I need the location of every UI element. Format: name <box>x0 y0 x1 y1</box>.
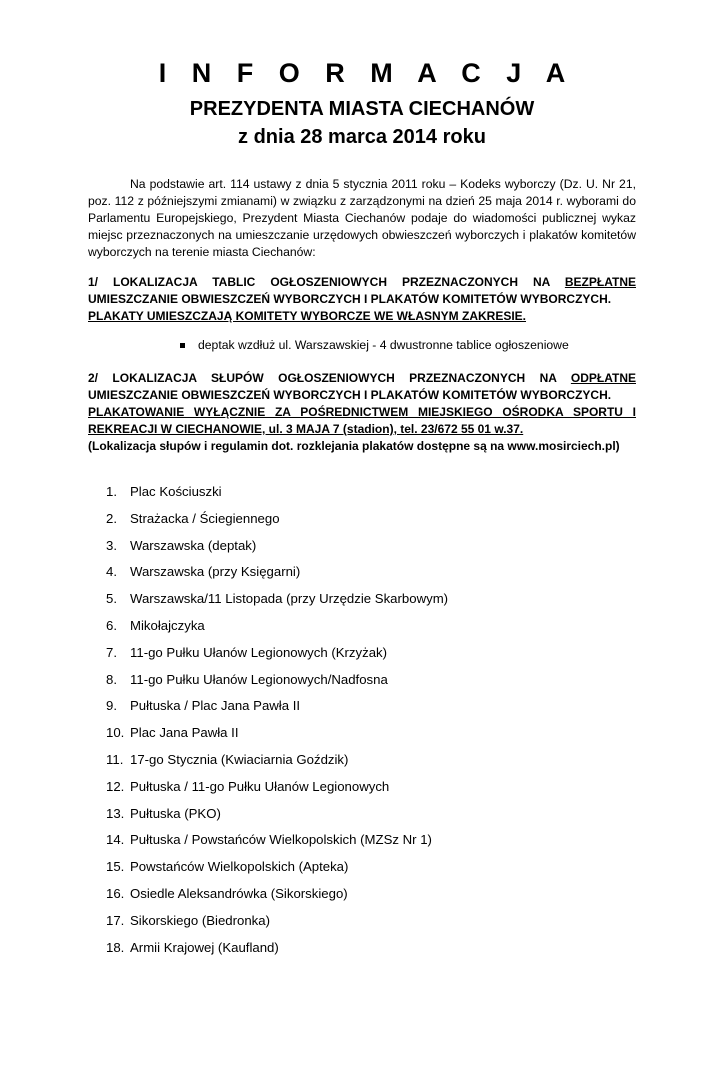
list-item <box>106 479 636 506</box>
list-item-number: 15. <box>106 859 125 875</box>
section-1-note: PLAKATY UMIESZCZAJĄ KOMITETY WYBORCZE WE WŁASNYM ZAKRESIE. <box>88 309 527 323</box>
list-item-number: 16. <box>106 885 125 901</box>
list-item <box>106 667 636 694</box>
list-item-number: 4. <box>106 564 117 580</box>
list-item-label: Warszawska (deptak) <box>130 537 257 553</box>
section-2-info: (Lokalizacja słupów i regulamin dot. rozklejania plakatów dostępne są na www.mosirciech.pl) <box>88 439 620 453</box>
section-2-note: PLAKATOWANIE WYŁĄCZNIE ZA POŚREDNICTWEM MIEJSKIEGO OŚRODKA SPORTU I REKREACJI W CIECHANOWIE, ul. 3 MAJA 7 (stadion), tel. 23/672 55 01 w.37. <box>88 405 636 436</box>
list-item <box>106 693 636 720</box>
list-item-number: 11. <box>106 751 124 767</box>
list-item-number: 17. <box>106 912 125 928</box>
list-item <box>106 533 636 560</box>
list-item-label: Plac Kościuszki <box>130 484 222 499</box>
list-item <box>106 747 636 774</box>
list-item-label: Sikorskiego (Biedronka) <box>130 912 270 928</box>
list-item <box>106 506 636 533</box>
document-title: I N F O R M A C J A <box>158 58 575 88</box>
section-1-bullet-list <box>88 337 636 354</box>
list-item <box>106 613 636 640</box>
list-item-label: Strażacka / Ściegiennego <box>130 510 280 526</box>
list-item <box>106 640 636 667</box>
list-item-number: 12. <box>106 778 125 794</box>
list-item-label: Pułtuska / Plac Jana Pawła II <box>130 698 301 714</box>
list-item-number: 5. <box>106 591 117 607</box>
list-item-label: Powstańców Wielkopolskich (Apteka) <box>130 859 349 875</box>
section-1-heading <box>88 274 636 325</box>
list-item-number: 10. <box>106 725 125 741</box>
list-item-number: 8. <box>106 671 117 687</box>
list-item-number: 7. <box>106 644 117 660</box>
section-2-heading-end: UMIESZCZANIE OBWIESZCZEŃ WYBORCZYCH I PLAKATÓW KOMITETÓW WYBORCZYCH. <box>88 388 612 402</box>
list-item-label: 11-go Pułku Ułanów Legionowych/Nadfosna <box>130 671 388 687</box>
list-item-label: Warszawska (przy Księgarni) <box>130 564 301 580</box>
list-item <box>106 881 636 908</box>
list-item <box>106 908 636 935</box>
list-item <box>106 801 636 828</box>
list-item <box>178 337 636 354</box>
list-item <box>106 854 636 881</box>
list-item-label: Mikołajczyka <box>130 617 205 633</box>
section-1-heading-highlight: BEZPŁATNE <box>564 275 636 289</box>
list-item-label: Osiedle Aleksandrówka (Sikorskiego) <box>130 885 348 901</box>
list-item <box>106 827 636 854</box>
list-item-label: Pułtuska (PKO) <box>130 805 221 821</box>
list-item-label: 17-go Stycznia (Kwiaciarnia Goździk) <box>130 751 349 767</box>
list-item-number: 3. <box>106 537 117 553</box>
section-2-heading-start: 2/ LOKALIZACJA SŁUPÓW OGŁOSZENIOWYCH PRZEZNACZONYCH NA <box>88 371 571 385</box>
list-item-label: Armii Krajowej (Kaufland) <box>130 939 279 955</box>
section-1-heading-start: 1/ LOKALIZACJA TABLIC OGŁOSZENIOWYCH PRZEZNACZONYCH NA <box>88 275 565 289</box>
list-item-number: 18. <box>106 939 125 955</box>
list-item-label: Pułtuska / 11-go Pułku Ułanów Legionowych <box>130 778 390 794</box>
list-item-number: 1. <box>106 484 117 499</box>
square-bullet-icon <box>180 343 185 348</box>
document-page <box>0 58 724 1082</box>
list-item <box>106 586 636 613</box>
bullet-text: deptak wzdłuż ul. Warszawskiej - 4 dwustronne tablice ogłoszeniowe <box>198 338 569 352</box>
list-item-label: Warszawska/11 Listopada (przy Urzędzie Skarbowym) <box>130 591 449 607</box>
list-item <box>106 559 636 586</box>
list-item <box>106 774 636 801</box>
document-date: z dnia 28 marca 2014 roku <box>238 126 486 148</box>
locations-list <box>88 479 636 961</box>
list-item <box>106 720 636 747</box>
section-1-heading-end: UMIESZCZANIE OBWIESZCZEŃ WYBORCZYCH I PLAKATÓW KOMITETÓW WYBORCZYCH. <box>88 292 612 306</box>
list-item-number: 9. <box>106 698 117 714</box>
list-item-label: Plac Jana Pawła II <box>130 725 239 741</box>
list-item-label: 11-go Pułku Ułanów Legionowych (Krzyżak) <box>130 644 388 660</box>
list-item-number: 2. <box>106 510 117 526</box>
intro-paragraph: Na podstawie art. 114 ustawy z dnia 5 stycznia 2011 roku – Kodeks wyborczy (Dz. U. Nr 21, poz. 112 z późniejszymi zmianami) w związku z zarządzonymi na dzień 25 maja 2014 r. wyborami do Parlamentu Europejskiego, Prezydent Miasta Ciechanów podaje do wiadomości publicznej wykaz miejsc przeznaczonych na umieszczanie urzędowych obwieszczeń wyborczych i plakatów komitetów wyborczych na terenie miasta Ciechanów: <box>88 177 636 259</box>
list-item-number: 6. <box>106 617 117 633</box>
document-subtitle: PREZYDENTA MIASTA CIECHANÓW <box>189 98 535 120</box>
list-item-number: 13. <box>106 805 125 821</box>
list-item-label: Pułtuska / Powstańców Wielkopolskich (MZSz Nr 1) <box>130 832 432 848</box>
list-item-number: 14. <box>106 832 125 848</box>
section-2-heading-highlight: ODPŁATNE <box>570 371 636 385</box>
list-item <box>106 935 636 962</box>
section-2-heading <box>88 370 636 455</box>
